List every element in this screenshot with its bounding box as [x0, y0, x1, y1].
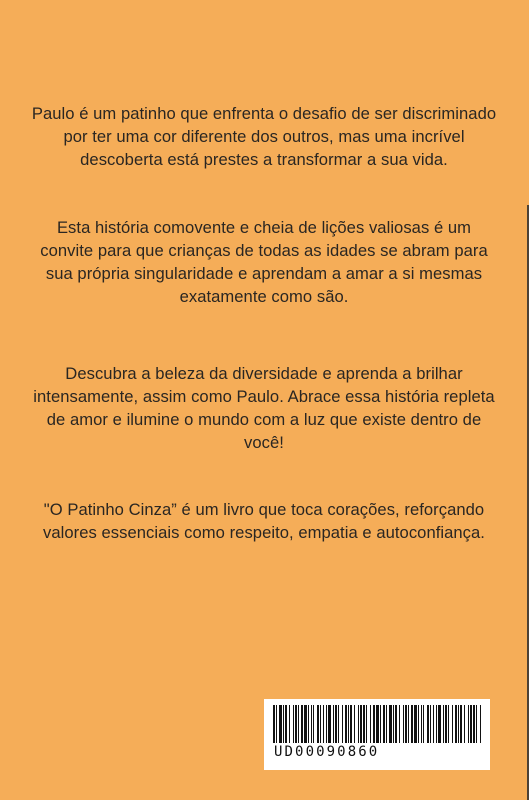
blurb-paragraph-2: Esta história comovente e cheia de lições valiosas é um convite para que crianças de todas as idades se abram para sua própria singularidade e aprendam a amar a si mesmas exatamente como são.	[40, 218, 488, 306]
blurb-paragraph-3: Descubra a beleza da diversidade e aprenda a brilhar intensamente, assim como Paulo. Abrace essa história repleta de amor e ilumine o mundo com a luz que existe dentro de você!	[33, 364, 495, 452]
barcode	[264, 699, 490, 770]
blurb-paragraph-1: Paulo é um patinho que enfrenta o desafio de ser discriminado por ter uma cor diferente dos outros, mas uma incrível descoberta está prestes a transformar a sua vida.	[31, 104, 497, 169]
blurb-paragraph-4: "O Patinho Cinza” é um livro que toca corações, reforçando valores essenciais como respeito, empatia e autoconfiança.	[43, 500, 485, 542]
barcode-bars	[273, 705, 481, 743]
barcode-number: UD00090860	[274, 744, 380, 760]
